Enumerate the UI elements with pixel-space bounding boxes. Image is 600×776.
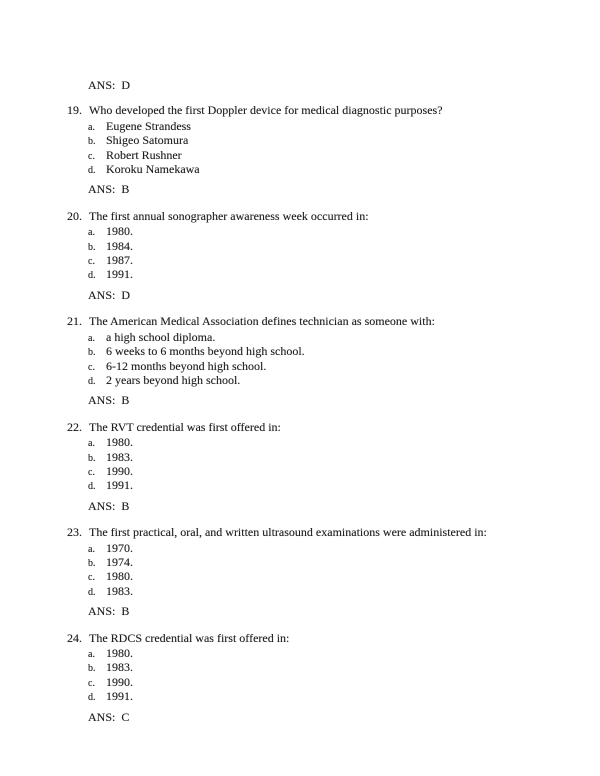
options-list — [67, 542, 560, 600]
question-line — [67, 210, 560, 223]
answer-label: ANS: — [88, 287, 116, 302]
answer-label: ANS: — [88, 393, 116, 408]
answer-line — [88, 605, 560, 618]
answer-value: B — [121, 393, 130, 408]
question-item-20 — [67, 210, 560, 302]
option-text: 1991. — [106, 267, 133, 282]
option-text: 1980. — [106, 224, 133, 239]
option-text: 1974. — [106, 554, 133, 569]
option-text: 2 years beyond high school. — [106, 372, 241, 387]
option-row — [88, 254, 560, 268]
option-text: 1991. — [106, 689, 133, 704]
option-text: Eugene Strandess — [106, 118, 191, 133]
option-row — [88, 690, 560, 704]
option-letter: b. — [88, 452, 96, 464]
option-row — [88, 331, 560, 345]
option-letter: c. — [88, 150, 95, 162]
option-text: 1980. — [106, 435, 133, 450]
option-text: 1970. — [106, 540, 133, 555]
option-letter: d. — [88, 692, 96, 704]
option-letter: d. — [88, 165, 96, 177]
option-row — [88, 647, 560, 661]
question-item-21 — [67, 315, 560, 407]
question-number: 19. — [67, 103, 82, 118]
question-number: 22. — [67, 419, 82, 434]
answer-line — [88, 500, 560, 513]
answer-label: ANS: — [88, 498, 116, 513]
question-text: The RDCS credential was first offered in: — [89, 630, 290, 645]
option-text: 1980. — [106, 569, 133, 584]
question-item-22 — [67, 421, 560, 513]
question-line — [67, 104, 560, 117]
option-text: 1984. — [106, 238, 133, 253]
option-row — [88, 374, 560, 388]
option-letter: a. — [88, 121, 95, 133]
answer-label: ANS: — [88, 78, 116, 92]
option-text: Koroku Namekawa — [106, 162, 200, 177]
option-letter: b. — [88, 557, 96, 569]
answer-line — [88, 79, 560, 92]
option-row — [88, 225, 560, 239]
question-number: 20. — [67, 208, 82, 223]
option-letter: d. — [88, 481, 96, 493]
option-row — [88, 661, 560, 675]
answer-value: B — [121, 182, 130, 197]
option-text: 1980. — [106, 646, 133, 660]
option-letter: c. — [88, 256, 95, 268]
options-list — [67, 120, 560, 178]
answer-label: ANS: — [88, 604, 116, 619]
option-text: 1983. — [106, 449, 133, 464]
answer-label: ANS: — [88, 182, 116, 197]
option-row — [88, 149, 560, 163]
options-list — [67, 647, 560, 705]
question-text: The American Medical Association defines technician as someone with: — [89, 314, 435, 329]
option-letter: b. — [88, 347, 96, 359]
option-letter: d. — [88, 270, 96, 282]
option-text: 6 weeks to 6 months beyond high school. — [106, 344, 305, 359]
option-row — [88, 345, 560, 359]
question-text: Who developed the first Doppler device for medical diagnostic purposes? — [89, 103, 443, 118]
option-row — [88, 676, 560, 690]
answer-value: D — [121, 78, 131, 92]
options-list — [67, 331, 560, 389]
option-text: 1991. — [106, 478, 133, 493]
options-list — [67, 225, 560, 283]
question-number: 24. — [67, 630, 82, 645]
option-text: a high school diploma. — [106, 329, 216, 344]
option-row — [88, 134, 560, 148]
option-text: 6-12 months beyond high school. — [106, 358, 267, 373]
question-number: 23. — [67, 525, 82, 540]
option-letter: d. — [88, 375, 96, 387]
option-row — [88, 120, 560, 134]
question-line — [67, 421, 560, 434]
option-text: Shigeo Satomura — [106, 133, 189, 148]
option-row — [88, 556, 560, 570]
option-letter: a. — [88, 438, 95, 450]
answer-value: B — [121, 498, 130, 513]
question-number: 21. — [67, 314, 82, 329]
option-row — [88, 585, 560, 599]
option-letter: d. — [88, 586, 96, 598]
option-row — [88, 479, 560, 493]
answer-value: D — [121, 287, 131, 302]
option-text: 1983. — [106, 583, 133, 598]
answer-line — [88, 289, 560, 302]
option-row — [88, 240, 560, 254]
question-line — [67, 526, 560, 539]
option-letter: a. — [88, 332, 95, 344]
option-text: Robert Rushner — [106, 147, 182, 162]
option-text: 1987. — [106, 253, 133, 268]
option-text: 1990. — [106, 463, 133, 478]
options-list — [67, 436, 560, 494]
option-letter: c. — [88, 466, 95, 478]
answer-value: C — [121, 709, 130, 724]
question-item-24 — [67, 632, 560, 724]
option-row — [88, 436, 560, 450]
question-text: The first annual sonographer awareness week occurred in: — [89, 208, 369, 223]
option-letter: b. — [88, 136, 96, 148]
option-row — [88, 268, 560, 282]
question-text: The first practical, oral, and written ultrasound examinations were administered in: — [89, 525, 487, 540]
answer-line — [88, 394, 560, 407]
option-row — [88, 465, 560, 479]
question-item-23 — [67, 526, 560, 618]
option-letter: a. — [88, 543, 95, 555]
option-letter: b. — [88, 241, 96, 253]
option-text: 1983. — [106, 660, 133, 675]
question-line — [67, 315, 560, 328]
answer-value: B — [121, 604, 130, 619]
answer-line — [88, 183, 560, 196]
option-letter: c. — [88, 572, 95, 584]
answer-line — [88, 711, 560, 724]
answer-label: ANS: — [88, 709, 116, 724]
option-row — [88, 360, 560, 374]
question-line — [67, 632, 560, 645]
option-row — [88, 542, 560, 556]
question-text: The RVT credential was first offered in: — [89, 419, 281, 434]
option-letter: b. — [88, 663, 96, 675]
option-row — [88, 163, 560, 177]
option-letter: c. — [88, 361, 95, 373]
question-item-19 — [67, 104, 560, 196]
option-letter: c. — [88, 677, 95, 689]
option-row — [88, 451, 560, 465]
option-letter: a. — [88, 649, 95, 660]
option-text: 1990. — [106, 674, 133, 689]
option-row — [88, 570, 560, 584]
option-letter: a. — [88, 227, 95, 239]
